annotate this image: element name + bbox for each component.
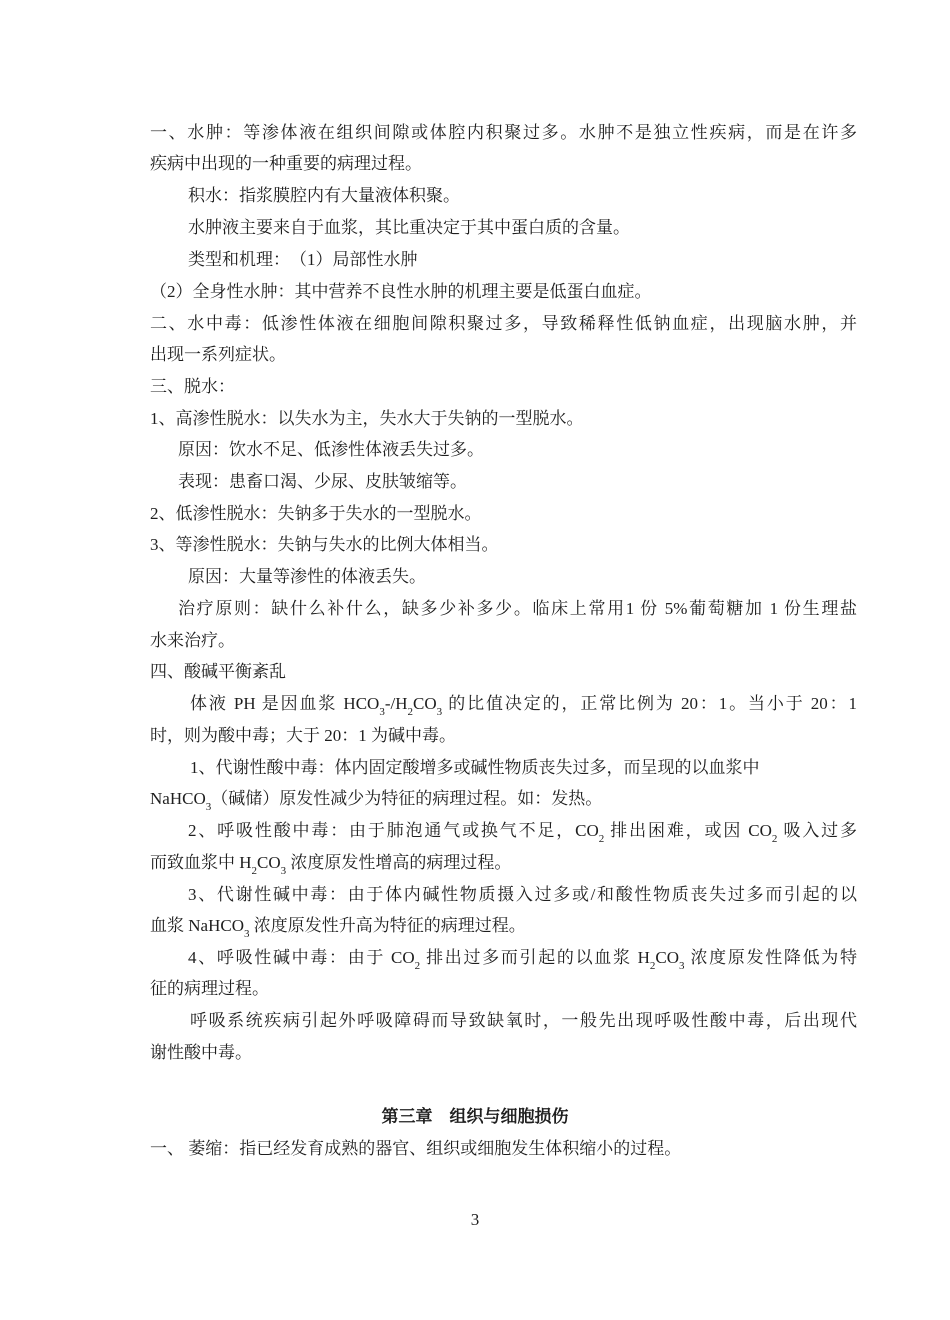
text-segment: 排出困难，或因 CO — [604, 821, 772, 840]
section-heading: 三、脱水： — [150, 377, 235, 396]
text-segment: 浓度原发性增高的病理过程。 — [286, 853, 512, 872]
text-segment: CO — [257, 853, 281, 872]
text-line — [188, 819, 857, 843]
text-line: 原因：大量等渗性的体液丢失。 — [188, 567, 426, 586]
text-line: 水肿液主要来自于血浆，其比重决定于其中蛋白质的含量。 — [188, 218, 630, 237]
text-line: 积水：指浆膜腔内有大量液体积聚。 — [188, 186, 460, 205]
text-segment: 体液 PH 是因血浆 HCO — [190, 694, 380, 713]
page-number: 3 — [470, 1210, 480, 1229]
section-heading: 四、酸碱平衡紊乱 — [150, 662, 286, 681]
subscript: 3 — [205, 801, 212, 813]
text-line: 1、高渗性脱水：以失水为主，失水大于失钠的一型脱水。 — [150, 409, 584, 428]
text-segment: -/H — [384, 694, 408, 713]
text-line: 水来治疗。 — [150, 631, 235, 650]
text-line — [190, 692, 857, 716]
text-line: 出现一系列症状。 — [150, 345, 286, 364]
subscript: 3 — [379, 706, 385, 718]
text-line: 谢性酸中毒。 — [150, 1043, 252, 1062]
text-segment: 浓度原发性升高为特征的病理过程。 — [249, 916, 526, 935]
text-line: 3、等渗性脱水：失钠与失水的比例大体相当。 — [150, 535, 499, 554]
text-line: 3、代谢性碱中毒：由于体内碱性物质摄入过多或/和酸性物质丧失过多而引起的以 — [188, 885, 857, 904]
text-segment: 排出过多而引起的以血浆 H — [420, 948, 650, 967]
subscript: 2 — [771, 833, 778, 845]
subscript: 2 — [251, 865, 258, 877]
subscript: 2 — [649, 960, 656, 972]
subscript: 3 — [679, 960, 685, 972]
subscript: 2 — [598, 833, 605, 845]
text-line: 二、水中毒：低渗性体液在细胞间隙积聚过多，导致稀释性低钠血症，出现脑水肿，并 — [150, 314, 857, 333]
text-line — [150, 914, 526, 938]
text-line: 2、低渗性脱水：失钠多于失水的一型脱水。 — [150, 504, 482, 523]
text-line: （2）全身性水肿：其中营养不良性水肿的机理主要是低蛋白血症。 — [150, 282, 652, 301]
subscript: 2 — [407, 706, 413, 718]
text-segment: NaHCO — [150, 789, 206, 808]
text-line: 原因：饮水不足、低渗性体液丢失过多。 — [178, 440, 484, 459]
text-segment: 2、呼吸性酸中毒：由于肺泡通气或换气不足，CO — [188, 821, 599, 840]
text-line: 呼吸系统疾病引起外呼吸障碍而导致缺氧时，一般先出现呼吸性酸中毒，后出现代 — [190, 1011, 857, 1030]
text-line: 一、水肿：等渗体液在组织间隙或体腔内积聚过多。水肿不是独立性疾病，而是在许多 — [150, 123, 857, 142]
text-segment: 血浆 NaHCO — [150, 916, 244, 935]
text-segment: 吸入过多 — [777, 821, 857, 840]
text-segment: 的比值决定的，正常比例为 20：1。当小于 20：1 — [442, 694, 858, 713]
text-line — [150, 851, 511, 875]
subscript: 3 — [243, 928, 250, 940]
text-segment: CO — [655, 948, 680, 967]
text-line: 疾病中出现的一种重要的病理过程。 — [150, 154, 422, 173]
subscript: 3 — [280, 865, 287, 877]
text-line: 表现：患畜口渴、少尿、皮肤皱缩等。 — [178, 472, 467, 491]
text-segment: 浓度原发性降低为特 — [684, 948, 857, 967]
text-line: 时，则为酸中毒；大于 20：1 为碱中毒。 — [150, 726, 456, 745]
chapter-heading: 第三章 组织与细胞损伤 — [381, 1107, 569, 1127]
text-line: 治疗原则：缺什么补什么，缺多少补多少。临床上常用1 份 5%葡萄糖加 1 份生理盐 — [178, 599, 857, 618]
text-line — [188, 946, 857, 970]
text-segment: 而致血浆中 H — [150, 853, 252, 872]
subscript: 2 — [414, 960, 421, 972]
text-segment: （碱储）原发性减少为特征的病理过程。如：发热。 — [211, 789, 603, 808]
text-line: 1、代谢性酸中毒：体内固定酸增多或碱性物质丧失过多，而呈现的以血浆中 — [190, 758, 760, 777]
text-line: 一、 萎缩：指已经发育成熟的器官、组织或细胞发生体积缩小的过程。 — [150, 1139, 682, 1158]
text-line: 征的病理过程。 — [150, 979, 269, 998]
subscript: 3 — [436, 706, 443, 718]
text-segment: 4、呼吸性碱中毒：由于 CO — [188, 948, 415, 967]
text-line — [150, 787, 602, 811]
text-line: 类型和机理： （1）局部性水肿 — [188, 250, 418, 269]
text-segment: CO — [412, 694, 437, 713]
